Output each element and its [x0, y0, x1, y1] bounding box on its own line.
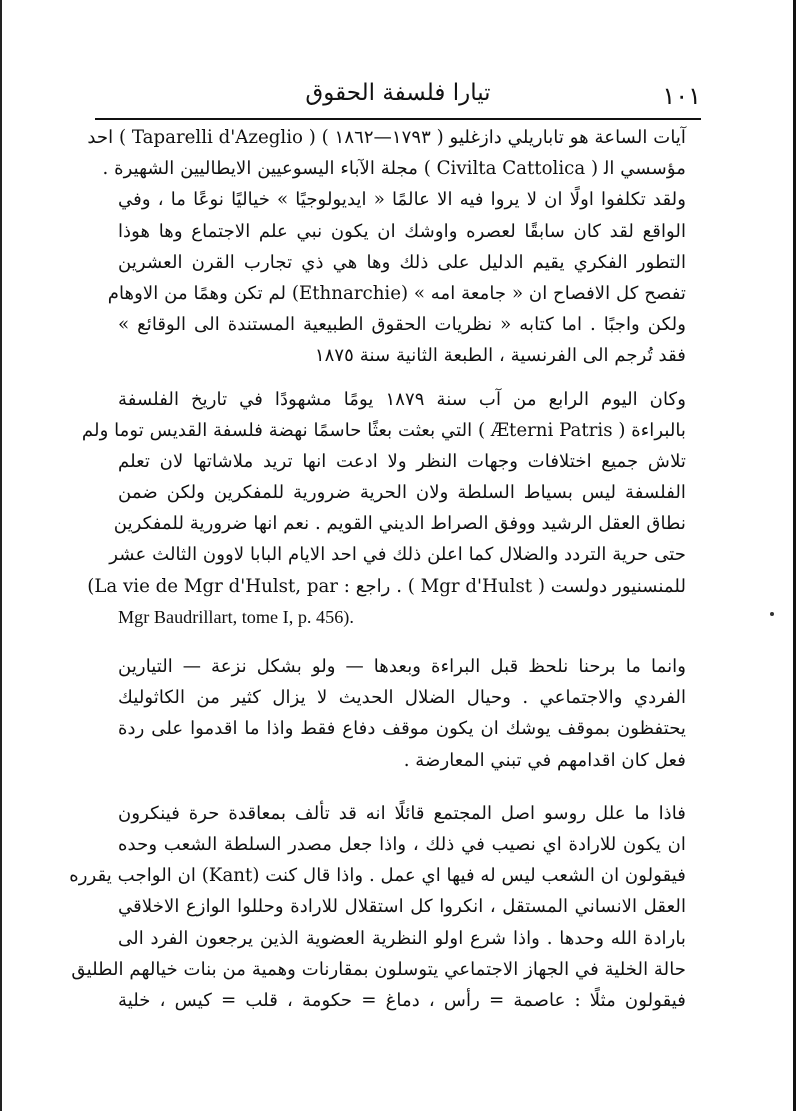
- text-line: فيقولون مثلًا : عاصمة = رأس ، دماغ = حكومة ، قلب = كيس ، خلية: [118, 989, 686, 1011]
- text-line: وكان اليوم الرابع من آب سنة ١٨٧٩ يومًا مشهودًا في تاريخ الفلسفة: [118, 388, 686, 410]
- text-line: فقد تُرجم الى الفرنسية ، الطبعة الثانية سنة ١٨٧٥: [314, 345, 686, 367]
- text-line: الفلسفة ليس بسياط السلطة ولان الحرية ضرورية للمفكرين ولكن ضمن: [118, 482, 686, 504]
- text-line: تفصح كل الافصاح ان « جامعة امه » (Ethnarchie) لم تكن وهمًا من الاوهام: [107, 282, 686, 304]
- text-line: تلاش جميع اختلافات وجهات النظر ولا ادعت انها تريد ملاشاتها لان تعلم: [118, 450, 686, 472]
- text-line: ولقد تكلفوا اولًا ان لا يروا فيه الا عالمًا « ايديولوجيًا » خياليًا نوعًا ما ، وفي: [118, 189, 686, 211]
- text-line: فيقولون ان الشعب ليس له فيها اي عمل . واذا قال كنت (Kant) ان الواجب يقرره: [69, 865, 686, 887]
- header-rule: [95, 118, 701, 120]
- text-line: فاذا ما علل روسو اصل المجتمع قائلًا انه قد تألف بمعاقدة حرة فينكرون: [118, 802, 686, 824]
- text-line: بارادة الله وحدها . واذا شرع اولو النظرية العضوية الذين يرجعون الفرد الى: [118, 927, 686, 949]
- text-line: حالة الخلية في الجهاز الاجتماعي يتوسلون بمقارنات وهمية من بنات خيالهم الطليق: [71, 958, 686, 980]
- text-line: ان يكون للارادة اي نصيب في ذلك ، واذا جعل مصدر السلطة الشعب وحده: [118, 833, 686, 855]
- paragraph-gap: [118, 776, 686, 798]
- page-header: [95, 78, 701, 118]
- text-line: بالبراءة ( Æterni Patris ) التي بعثت بعثًا حاسمًا نهضة فلسفة القديس توما ولم: [81, 419, 686, 441]
- text-line: مؤسسي اﻟ ( Civilta Cattolica ) مجلة الآباء اليسوعيين الايطاليين الشهيرة .: [102, 158, 686, 180]
- text-line: للمنسنيور دولست ( Mgr d'Hulst ) . راجع : La vie de Mgr d'Hulst, par): [87, 575, 686, 597]
- text-line: التطور الفكري يقيم الدليل على ذلك وها هي ذي تجارب القرن العشرين: [118, 251, 686, 273]
- text-line: آيات الساعة هو تاباريلي دازغليو ( ١٧٩٣—١٨٦٢ ) ( Taparelli d'Azeglio ) احد: [87, 127, 686, 148]
- page-body: [69, 122, 686, 1016]
- paragraph-gap: [118, 372, 686, 384]
- scan-border-left: [0, 0, 2, 1111]
- text-line: الفردي والاجتماعي . وحيال الضلال الحديث لا يزال كثير من الكاثوليك: [118, 687, 686, 709]
- text-line: يحتفظون بموقف يوشك ان يكون موقف دفاع فقط واذا ما اقدموا على ردة: [118, 718, 686, 740]
- text-line: فعل كان اقدامهم في تبني المعارضة .: [403, 749, 686, 771]
- text-line: العقل الانساني المستقل ، انكروا كل استقلال للارادة وحللوا الوازع الاخلاقي: [118, 896, 686, 918]
- text-line: ولكن واجبًا . اما كتابه « نظريات الحقوق الطبيعية المستندة الى الوقائع »: [118, 314, 686, 336]
- running-title: تيارا فلسفة الحقوق: [305, 80, 491, 106]
- text-line: الواقع لقد كان سابقًا لعصره واوشك ان يكون نبي علم الاجتماع وها هوذا: [118, 220, 686, 242]
- text-line: نطاق العقل الرشيد ووفق الصراط الديني القويم . نعم انها ضرورية للمفكرين: [113, 513, 686, 535]
- text-line: حتى حرية التردد والضلال كما اعلن ذلك في احد الايام البابا لاوون الثالث عشر: [109, 544, 686, 566]
- citation-line: Mgr Baudrillart, tome I, p. 456).: [118, 606, 354, 627]
- text-line: وانما ما برحنا نلحظ قبل البراءة وبعدها — ولو بشكل نزعة — التيارين: [118, 656, 686, 677]
- scan-speck: [770, 612, 774, 616]
- paragraph-gap: [118, 633, 686, 651]
- page-number: ١٠١: [662, 82, 701, 110]
